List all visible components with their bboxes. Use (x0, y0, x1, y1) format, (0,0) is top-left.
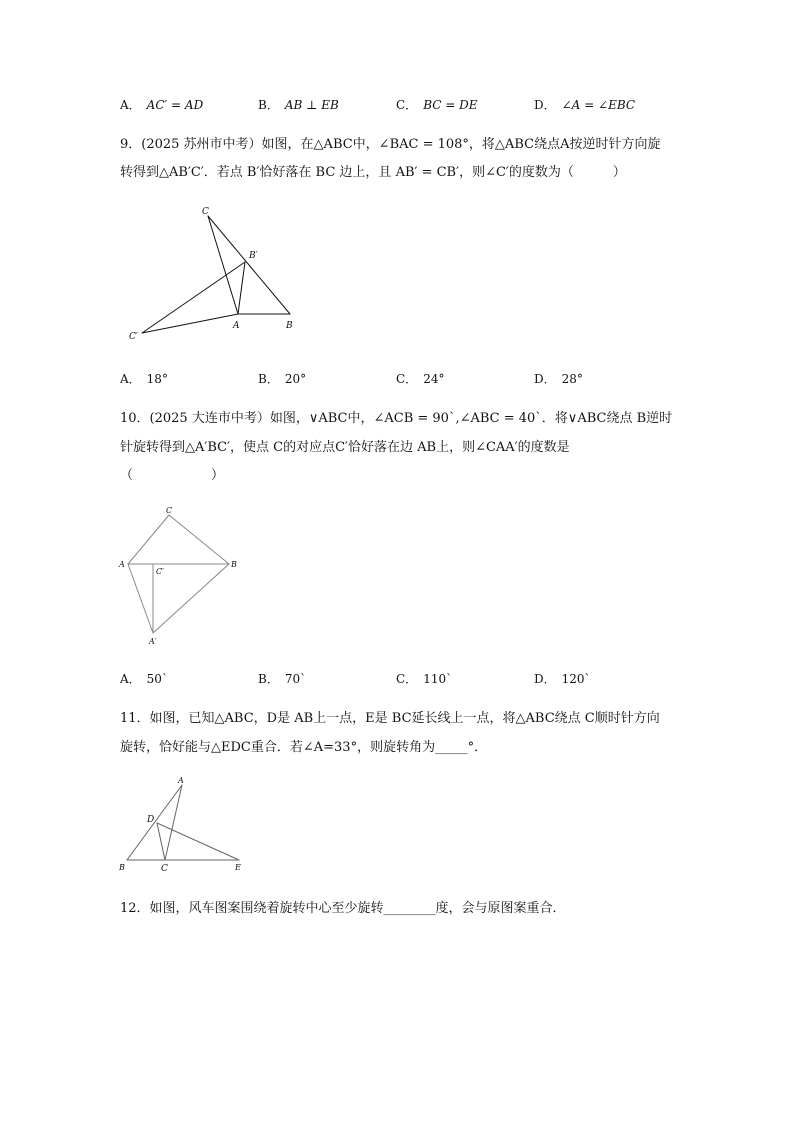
q12-stem-line1: 12．如图，风车图案围绕着旋转中心至少旋转________度，会与原图案重合． (120, 901, 566, 916)
q10-stem-line1: 10．(2025 大连市中考）如图，∨ABC中，∠ACB = 90`,∠ABC = 40`．将∨ABC绕点 B逆时 (120, 411, 673, 426)
q10-label-a: A (119, 560, 125, 569)
q10-option-c: C． 110` (396, 672, 453, 686)
q10-stem-line2: 针旋转得到△A′BC′，使点 C的对应点C′恰好落在边 AB上，则∠CAA′的度数是 (120, 440, 570, 455)
q11-label-d: D (147, 815, 155, 825)
q9-label-c1: C′ (129, 332, 138, 342)
q9-stem-line2: 转得到△AB′C′．若点 B′恰好落在 BC 边上，且 AB′ = CB′，则∠C′的度数为（ ） (120, 165, 626, 180)
q9-segment-ab1 (238, 262, 245, 314)
q9-stem-line1: 9．(2025 苏州市中考）如图，在△ABC中，∠BAC = 108°，将△ABC绕点A按逆时针方向旋 (120, 137, 661, 152)
q11-label-b: B (119, 863, 125, 872)
q9-label-a: A (233, 321, 240, 331)
q10-stem-line3: （ ） (120, 468, 225, 483)
q9-option-c: C． 24° (396, 372, 445, 386)
q11-stem-line2: 旋转，恰好能与△EDC重合．若∠A=33°，则旋转角为_____°． (120, 740, 488, 755)
q9-segment-ca (208, 216, 238, 314)
q11-label-a: A (178, 776, 184, 785)
q10-segment-ca (128, 515, 169, 564)
q8-option-b: B． AB ⊥ EB (258, 98, 339, 112)
q9-label-b: B (286, 321, 293, 331)
q9-option-d: D． 28° (534, 372, 583, 386)
q9-option-a: A． 18° (120, 372, 168, 386)
q8-option-c: C． BC = DE (396, 98, 478, 112)
q10-option-a: A． 50` (120, 672, 168, 686)
q9-label-c: C (202, 207, 209, 217)
q10-label-c: C (166, 506, 173, 515)
q10-label-c1: C′ (156, 567, 164, 576)
q11-figure (115, 775, 265, 875)
q10-option-d: D． 120` (534, 672, 591, 686)
q11-label-c: C (161, 864, 168, 874)
q11-segment-dc (157, 823, 165, 860)
q10-segment-cb (169, 515, 229, 564)
q9-label-b1: B′ (249, 251, 258, 261)
q11-stem-line1: 11．如图，已知△ABC，D是 AB上一点，E是 BC延长线上一点，将△ABC绕点 C顺时针方向 (120, 711, 660, 726)
q11-label-e: E (235, 863, 241, 872)
q10-label-b: B (231, 560, 237, 569)
q9-figure (120, 198, 320, 346)
q10-figure (118, 503, 248, 649)
q9-segment-cb (208, 216, 290, 314)
q10-option-b: B． 70` (258, 672, 307, 686)
q8-option-d: D． ∠A = ∠EBC (534, 98, 636, 112)
q9-option-b: B． 20° (258, 372, 307, 386)
q10-label-a1: A′ (149, 637, 157, 646)
q10-segment-aa1 (128, 564, 153, 633)
q10-segment-a1b (153, 564, 229, 633)
q8-option-a: A． AC′ = AD (120, 98, 204, 112)
